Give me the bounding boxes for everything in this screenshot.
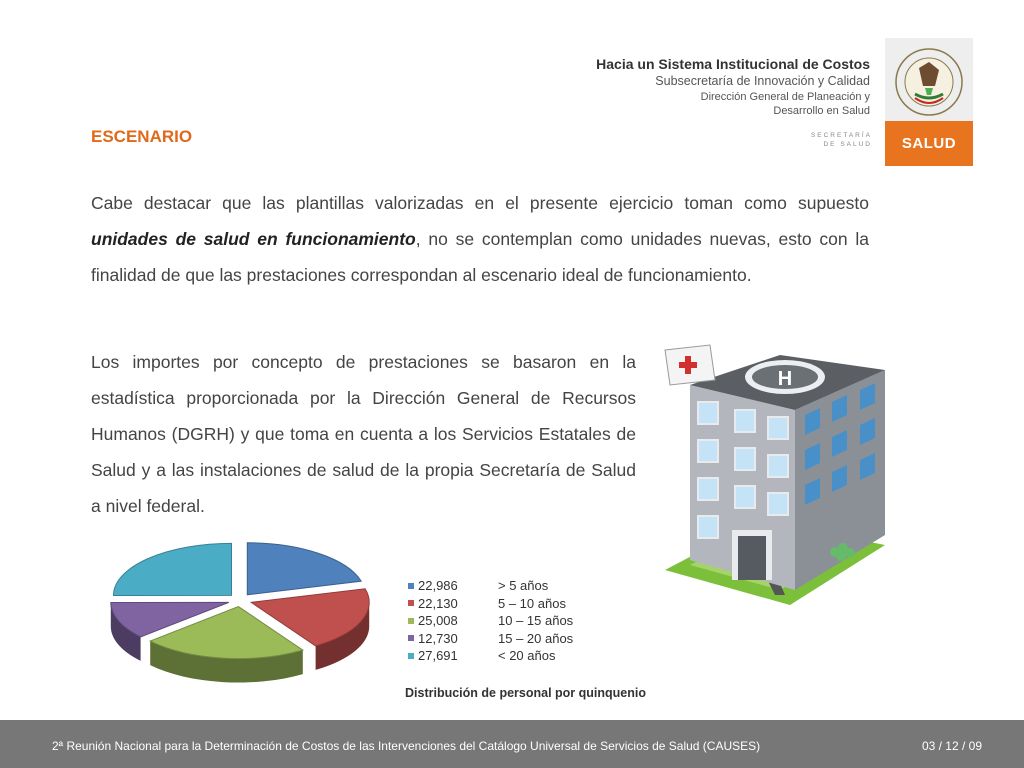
header-subtitle: Subsecretaría de Innovación y Calidad [655,74,870,88]
legend-item-3 [408,630,573,648]
legend-item-1 [408,595,573,613]
legend-swatch [408,635,414,641]
header-block [596,55,870,118]
legend-value: 22,130 [418,595,458,611]
legend-label: 5 – 10 años [498,595,566,611]
paragraph-intro [91,185,869,293]
section-title: ESCENARIO [91,127,193,146]
legend-swatch [408,618,414,624]
chart-caption: Distribución de personal por quinquenio [405,686,646,700]
legend-swatch [408,653,414,659]
legend-swatch [408,583,414,589]
pie-chart [85,525,395,700]
chart-legend [408,577,573,665]
pie-slice-top-0 [247,543,361,595]
legend-label: 15 – 20 años [498,630,574,646]
helipad-letter: H [777,368,793,390]
paragraph-intro-before: Cabe destacar que las plantillas valorizadas en el presente ejercicio toman como supuesto [91,193,869,213]
secretaria-wordmark [800,131,872,149]
pie-slice-top-4 [114,543,232,595]
legend-swatch [408,600,414,606]
legend-item-4 [408,647,573,665]
legend-value: 25,008 [418,613,458,629]
pie-slice-0 [247,543,361,595]
legend-label: > 5 años [498,578,549,594]
footer-text: 2ª Reunión Nacional para la Determinación de Costos de las Intervenciones del Catálogo Universal de Servicios de Salud (CAUSES) [52,739,761,753]
legend-label: 10 – 15 años [498,613,574,629]
legend-value: 27,691 [418,648,458,664]
secretaria-line2: DE SALUD [823,141,872,148]
legend-item-0 [408,577,573,595]
legend-value: 22,986 [418,578,458,594]
paragraph-intro-after: , no se contemplan como unidades nuevas, esto con la finalidad de que las prestaciones correspondan al escenario ideal de funcionamiento. [91,229,869,285]
national-seal-logo [885,38,973,121]
secretaria-line1: SECRETARÍA [810,132,872,139]
paragraph-intro-emphasis: unidades de salud en funcionamiento [91,229,416,249]
hospital-illustration [660,340,890,610]
header-title: Hacia un Sistema Institucional de Costos [596,56,870,72]
header-dept-line1: Dirección General de Planeación y [700,91,870,103]
legend-value: 12,730 [418,630,458,646]
footer-bar [0,720,1024,768]
salud-logo-box: SALUD [885,121,973,166]
legend-item-2 [408,612,573,630]
paragraph-sources: Los importes por concepto de prestaciones se basaron en la estadística proporcionada por la Dirección General de Recursos Humanos (DGRH) y que toma en cuenta a los Servicios Estatales de Salud y a las instalaciones de salud de la propia Secretaría de Salud a nivel federal. [91,352,636,516]
footer-date: 03 / 12 / 09 [921,739,982,753]
legend-label: < 20 años [498,648,556,664]
header-dept-line2: Desarrollo en Salud [773,105,870,117]
